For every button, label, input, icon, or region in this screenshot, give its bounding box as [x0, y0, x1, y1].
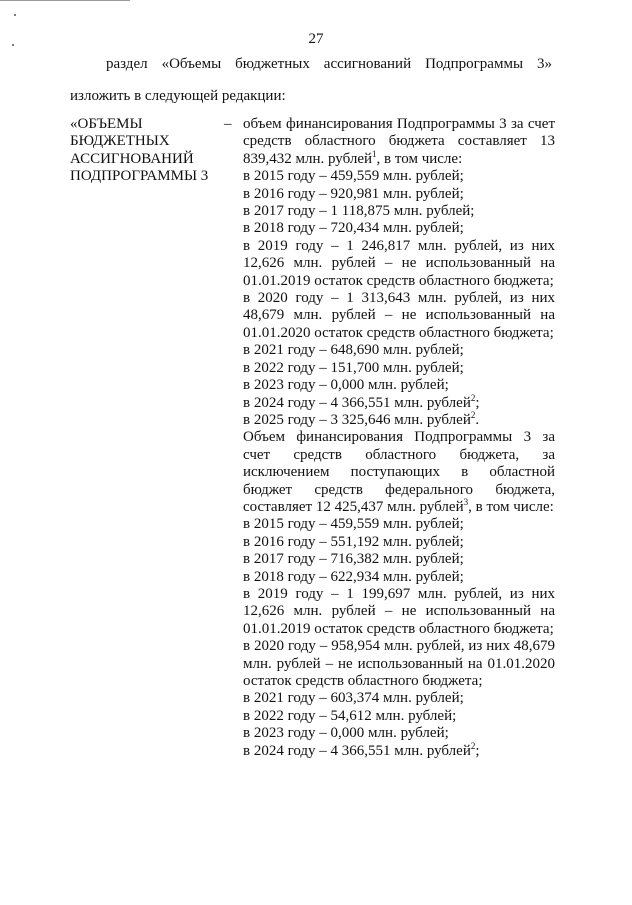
footnote-mark: 2 [470, 740, 476, 751]
year-line: в 2017 году – 716,382 млн. рублей; [243, 551, 464, 568]
label-line: «ОБЪЕМЫ [70, 116, 143, 132]
intro-line-2: изложить в следующей редакции: [70, 88, 286, 104]
year-line: в 2016 году – 551,192 млн. рублей; [243, 533, 464, 550]
funding-paragraph-excluding-federal: Объем финансирования Подпрограммы 3 за счет средств областного бюджета, за исключением поступающих в областной бюджет средств федерального бюджета, составляет 12 425,437 млн. рублей$^3$, в том числе: [243, 429, 555, 515]
year-line: в 2024 году – 4 366,551 млн. рублей$^2$; [243, 392, 480, 411]
year-line: в 2025 году – 3 325,646 млн. рублей$^2$. [243, 409, 480, 428]
year-line: в 2023 году – 0,000 млн. рублей; [243, 377, 449, 394]
year-paragraph: в 2019 году – 1 246,817 млн. рублей, из них 12,626 млн. рублей – не использованный на 01.01.2019 остаток средств областного бюджета; [243, 237, 555, 289]
year-line: в 2018 году – 720,434 млн. рублей; [243, 220, 464, 237]
year-line: в 2023 году – 0,000 млн. рублей; [243, 725, 449, 742]
intro-line-1: раздел «Объемы бюджетных ассигнований Подпрограммы 3» [106, 56, 552, 72]
year-paragraph: в 2020 году – 1 313,643 млн. рублей, из них 48,679 млн. рублей – не использованный на 01.01.2020 остаток средств областного бюджета; [243, 290, 555, 341]
funding-content [243, 116, 555, 760]
year-paragraph: в 2019 году – 1 199,697 млн. рублей, из них 12,626 млн. рублей – не использованный на 01.01.2019 остаток средств областного бюджета; [243, 585, 555, 637]
label-line: БЮДЖЕТНЫХ [70, 133, 170, 150]
year-line: в 2021 году – 603,374 млн. рублей; [243, 690, 464, 707]
label-dash: – [224, 116, 232, 132]
scan-speck [14, 14, 16, 16]
label-line: АССИГНОВАНИЙ [70, 150, 194, 167]
page-number: 27 [308, 31, 324, 47]
footnote-mark: 2 [470, 392, 476, 403]
year-line: в 2016 году – 920,981 млн. рублей; [243, 185, 464, 202]
year-line: в 2021 году – 648,690 млн. рублей; [243, 342, 464, 359]
funding-paragraph-total: объем финансирования Подпрограммы 3 за счет средств областного бюджета составляет 13 839,432 млн. рублей$^1$, в том числе: [243, 116, 555, 167]
footnote-mark: 2 [470, 409, 476, 420]
year-line: в 2022 году – 54,612 млн. рублей; [243, 707, 457, 724]
year-line: в 2018 году – 622,934 млн. рублей; [243, 568, 464, 585]
year-line: в 2017 году – 1 118,875 млн. рублей; [243, 203, 475, 220]
section-label [70, 116, 220, 186]
year-paragraph: в 2020 году – 958,954 млн. рублей, из них 48,679 млн. рублей – не использованный на 01.01.2020 остаток средств областного бюджета; [243, 638, 555, 689]
year-line: в 2015 году – 459,559 млн. рублей; [243, 168, 464, 185]
footnote-mark: 3 [463, 496, 469, 507]
year-line: в 2022 году – 151,700 млн. рублей; [243, 359, 464, 376]
year-line: в 2015 году – 459,559 млн. рублей; [243, 516, 464, 533]
scan-edge-line [0, 0, 130, 1]
label-line: ПОДПРОГРАММЫ 3 [70, 168, 209, 185]
footnote-mark: 1 [372, 148, 377, 159]
year-line: в 2024 году – 4 366,551 млн. рублей$^2$; [243, 740, 480, 759]
